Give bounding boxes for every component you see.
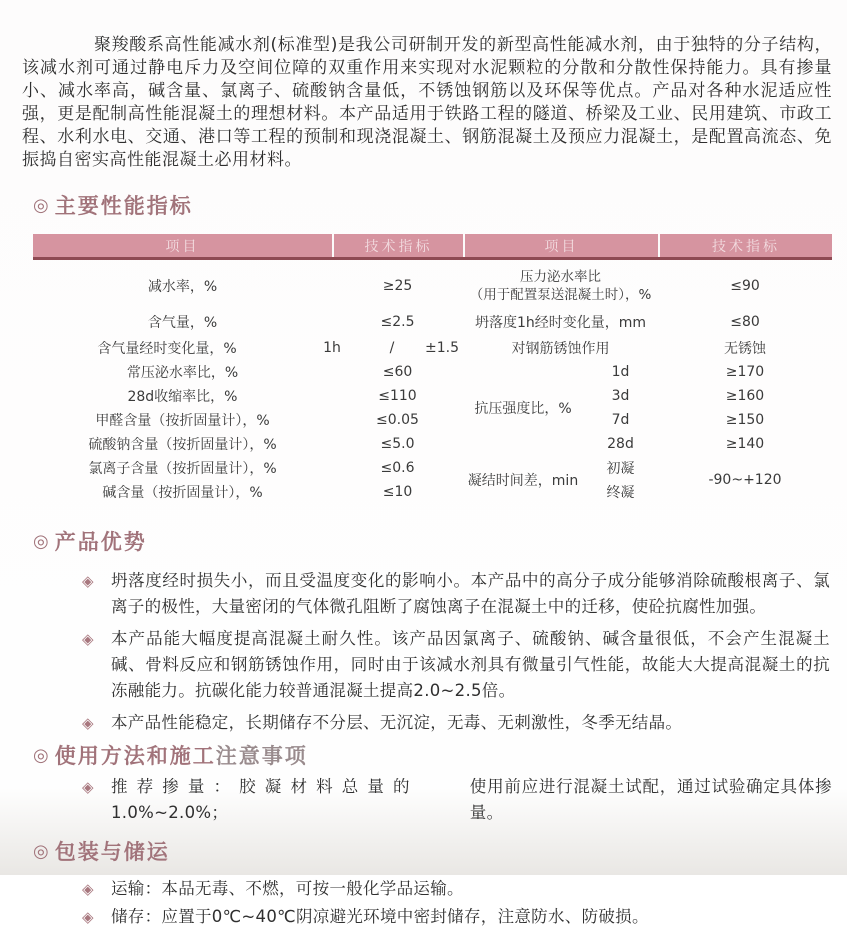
section-title-main: 使用方法和施工 bbox=[54, 744, 216, 768]
table-cell-value: ≤60 bbox=[382, 364, 413, 380]
table-cell-value: ≥150 bbox=[725, 412, 765, 428]
table-cell-value: 无锈蚀 bbox=[724, 341, 766, 357]
bullet-text: 本产品性能稳定，长期储存不分层、无沉淀，无毒、无刺激性，冬季无结晶。 bbox=[111, 713, 683, 732]
section-heading-packaging bbox=[33, 838, 832, 866]
table-header-cell-item-right: 项目 bbox=[463, 234, 658, 257]
table-left-half bbox=[33, 264, 463, 504]
diamond-bullet-icon: ◈ bbox=[82, 778, 94, 796]
table-cell-value: ≤2.5 bbox=[380, 314, 415, 330]
diamond-bullet-icon: ◈ bbox=[82, 880, 94, 898]
table-header-cell-item-left: 项目 bbox=[165, 238, 200, 255]
table-cell-label-compressive-strength: 抗压强度比，% bbox=[474, 401, 572, 417]
intro-paragraph: 聚羧酸系高性能减水剂(标准型)是我公司研制开发的新型高性能减水剂，由于独特的分子结构，该减水剂可通过静电斥力及空间位障的双重作用来实现对水泥颗粒的分散和分散性保持能力。具有掺量小、减水率高，碱含量、氯离子、硫酸钠含量低，不锈蚀钢筋以及环保等优点。产品对各种水泥适应性强，更是配制高性能混凝土的理想材料。本产品适用于铁路工程的隧道、桥梁及工业、民用建筑、市政工程、水利水电、交通、港口等工程的预制和现浇混凝土、钢筋混凝土及预应力混凝土，是配置高流态、免振捣自密实高性能混凝土必用材料。 bbox=[22, 35, 832, 170]
section-title: 包装与储运 bbox=[54, 840, 170, 864]
table-cell-age: 7d bbox=[611, 412, 630, 428]
table-cell-label: 含气量，% bbox=[147, 315, 218, 331]
bullet-item bbox=[82, 774, 832, 826]
table-body bbox=[33, 260, 832, 504]
table-header-cell-indicator-right: 技术指标 bbox=[658, 234, 832, 257]
usage-line bbox=[111, 774, 832, 826]
table-cell-label: 常压泌水率比，% bbox=[126, 365, 239, 381]
table-cell-age: 28d bbox=[607, 436, 634, 452]
performance-table bbox=[33, 234, 832, 504]
table-cell-value: ≤80 bbox=[730, 314, 760, 330]
bullet-item bbox=[82, 710, 832, 736]
table-cell-initial-setting: 初凝 bbox=[606, 461, 635, 477]
table-cell-label-setting-time: 凝结时间差，min bbox=[467, 473, 579, 489]
section-heading-advantages bbox=[33, 528, 832, 556]
table-cell-value: ≤0.6 bbox=[380, 460, 415, 476]
table-cell-value: ≤0.05 bbox=[376, 412, 419, 428]
advantages-bullet-list bbox=[82, 568, 832, 736]
label-line-2: （用于配置泵送混凝土时），% bbox=[469, 287, 652, 303]
section-title: 主要性能指标 bbox=[54, 194, 193, 218]
table-cell-value: ≥25 bbox=[382, 278, 413, 294]
table-cell-label: 甲醛含量（按折固量计），% bbox=[95, 413, 270, 429]
bullet-item bbox=[82, 876, 832, 902]
table-cell-value: ±1.5 bbox=[425, 340, 459, 356]
dosage-text: 推荐掺量：胶凝材料总量的1.0%~2.0%； bbox=[111, 777, 410, 822]
spacer bbox=[410, 774, 470, 826]
table-header-cell-indicator-left: 技术指标 bbox=[332, 234, 463, 257]
bullet-item bbox=[82, 904, 832, 930]
diamond-bullet-icon: ◈ bbox=[82, 908, 94, 926]
table-cell-age: 1d bbox=[611, 364, 630, 380]
diamond-bullet-icon: ◈ bbox=[82, 714, 94, 732]
section-marker-icon: ◎ bbox=[33, 195, 49, 216]
table-cell-value: -90~+120 bbox=[708, 472, 782, 488]
table-cell-value: ≤90 bbox=[730, 278, 760, 294]
section-marker-icon: ◎ bbox=[33, 745, 49, 766]
table-header-row bbox=[33, 234, 832, 260]
section-marker-icon: ◎ bbox=[33, 841, 49, 862]
table-cell-age: 3d bbox=[611, 388, 630, 404]
table-cell-label: 含气量经时变化量，% bbox=[97, 341, 237, 357]
diamond-bullet-icon: ◈ bbox=[82, 572, 94, 590]
table-cell-value: ≤110 bbox=[378, 388, 417, 404]
table-cell-label-slump-change: 坍落度1h经时变化量，mm bbox=[474, 315, 647, 331]
packaging-bullet-list bbox=[82, 876, 832, 930]
usage-bullet-list bbox=[82, 774, 832, 826]
section-marker-icon: ◎ bbox=[33, 531, 49, 552]
table-cell-value: ≥170 bbox=[725, 364, 765, 380]
section-heading-performance bbox=[33, 192, 832, 220]
bullet-text: 本产品能大幅度提高混凝土耐久性。该产品因氯离子、硫酸钠、碱含量很低，不会产生混凝土碱、骨料反应和钢筋锈蚀作用，同时由于该减水剂具有微量引气性能，故能大大提高混凝土的抗冻融能力。抗碳化能力较普通混凝土提高2.0~2.5倍。 bbox=[111, 629, 830, 700]
table-cell-label-rebar-corrosion: 对钢筋锈蚀作用 bbox=[511, 341, 610, 357]
table-cell-time: 1h bbox=[323, 340, 341, 356]
table-cell-label: 28d收缩率比，% bbox=[127, 389, 238, 405]
label-line-1: 压力泌水率比 bbox=[520, 269, 601, 285]
table-cell-value: ≥140 bbox=[725, 436, 765, 452]
table-cell-divider: / bbox=[389, 340, 395, 356]
transport-text: 运输：本品无毒、不燃，可按一般化学品运输。 bbox=[111, 879, 464, 898]
table-cell-value: ≥160 bbox=[725, 388, 765, 404]
bullet-text: 坍落度经时损失小，而且受温度变化的影响小。本产品中的高分子成分能够消除硫酸根离子、氯离子的极性，大量密闭的气体微孔阻断了腐蚀离子在混凝土中的迁移，使砼抗腐性加强。 bbox=[111, 571, 830, 616]
bullet-item bbox=[82, 626, 832, 704]
section-title-sub: 注意事项 bbox=[215, 744, 308, 768]
table-cell-value: ≤10 bbox=[382, 484, 413, 500]
section-heading-usage bbox=[33, 742, 832, 770]
table-cell-label: 减水率，% bbox=[147, 279, 218, 295]
table-cell-value: ≤5.0 bbox=[380, 436, 415, 452]
table-cell-label: 氯离子含量（按折固量计），% bbox=[88, 461, 277, 477]
table-row-air-content-change bbox=[33, 336, 463, 360]
table-right-half bbox=[463, 264, 832, 504]
bullet-item bbox=[82, 568, 832, 620]
table-cell-label-pressure-bleeding bbox=[463, 264, 658, 308]
table-cell-final-setting: 终凝 bbox=[606, 485, 635, 501]
table-cell-label: 碱含量（按折固量计），% bbox=[102, 485, 263, 501]
trial-mix-note: 使用前应进行混凝土试配，通过试验确定具体掺量。 bbox=[469, 777, 832, 822]
storage-text: 储存：应置于0℃~40℃阴凉避光环境中密封储存，注意防水、防破损。 bbox=[111, 907, 649, 926]
diamond-bullet-icon: ◈ bbox=[82, 630, 94, 648]
section-title: 产品优势 bbox=[54, 530, 147, 554]
table-cell-label: 硫酸钠含量（按折固量计），% bbox=[88, 437, 277, 453]
